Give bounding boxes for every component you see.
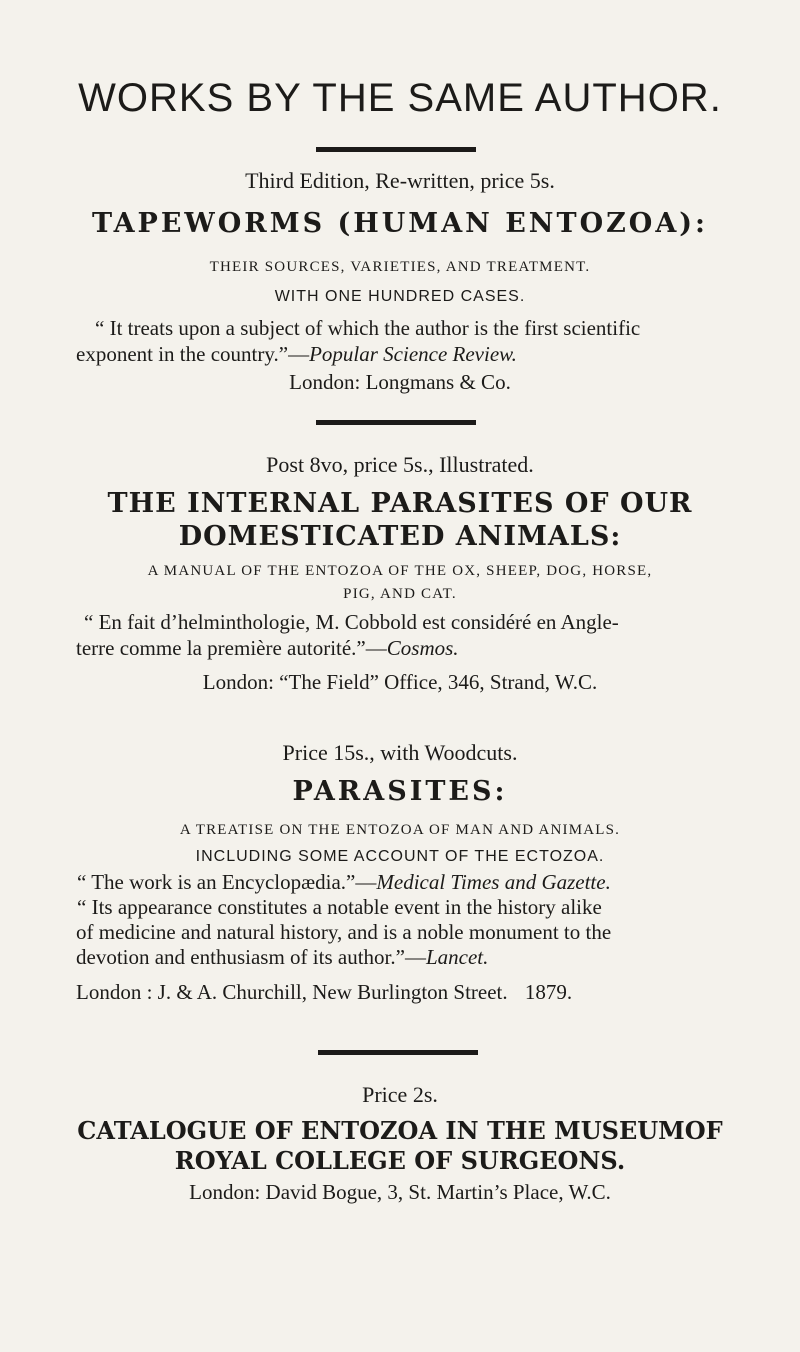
publication-year: 1879. [524,980,573,1004]
book-title: TAPEWORMS (HUMAN ENTOZOA): [91,208,709,239]
review-text: “ The work is an Encyclopædia.”— [77,870,377,894]
book-extra: INCLUDING SOME ACCOUNT OF THE ECTOZOA. [195,848,605,865]
review-line [76,945,488,970]
review-line: of medicine and natural history, and is a noble monument to the [76,920,612,944]
divider [316,147,476,152]
review-line [76,636,459,661]
review-source: Medical Times and Gazette. [376,870,611,894]
page-title: WORKS BY THE SAME AUTHOR. [78,76,722,120]
book-title: ROYAL COLLEGE OF SURGEONS. [174,1146,626,1175]
book-subtitle: A MANUAL OF THE ENTOZOA OF THE OX, SHEEP, DOG, HORSE, [147,563,653,579]
publisher: London: Longmans & Co. [289,370,511,394]
review-line: “ Its appearance constitutes a notable event in the history alike [77,895,602,919]
book-subtitle: PIG, AND CAT. [343,586,457,602]
price-line: Price 2s. [362,1082,438,1107]
review-line: “ En fait d’helminthologie, M. Cobbold est considéré en Angle- [84,610,619,634]
book-extra: WITH ONE HUNDRED CASES. [274,288,526,305]
publisher-text: London : J. & A. Churchill, New Burlington Street. [76,980,508,1004]
book-title: CATALOGUE OF ENTOZOA IN THE MUSEUMOF [77,1116,723,1145]
price-line: Post 8vo, price 5s., Illustrated. [266,452,534,477]
review-source: Popular Science Review. [309,342,517,366]
review-line: “ It treats upon a subject of which the author is the first scientific [95,316,641,340]
divider [318,1050,478,1055]
review-text: exponent in the country.”— [76,342,310,366]
book-title: THE INTERNAL PARASITES OF OUR [107,488,693,519]
review-text: terre comme la première autorité.”— [76,636,387,660]
price-line: Price 15s., with Woodcuts. [282,740,518,765]
review-text: devotion and enthusiasm of its author.”— [76,945,426,969]
publisher: London: “The Field” Office, 346, Strand, W.C. [202,670,598,694]
divider [316,420,476,425]
book-subtitle: THEIR SOURCES, VARIETIES, AND TREATMENT. [209,259,591,275]
publisher [76,980,572,1005]
review-source: Lancet. [425,945,489,969]
publisher: London: David Bogue, 3, St. Martin’s Place, W.C. [189,1180,611,1204]
book-title: PARASITES: [292,776,508,807]
book-subtitle: A TREATISE ON THE ENTOZOA OF MAN AND ANIMALS. [179,822,621,838]
price-line: Third Edition, Re-written, price 5s. [245,168,555,193]
review-source: Cosmos. [386,636,459,660]
review-line [76,342,517,367]
review-line [77,870,611,895]
book-title: DOMESTICATED ANIMALS: [178,521,622,552]
